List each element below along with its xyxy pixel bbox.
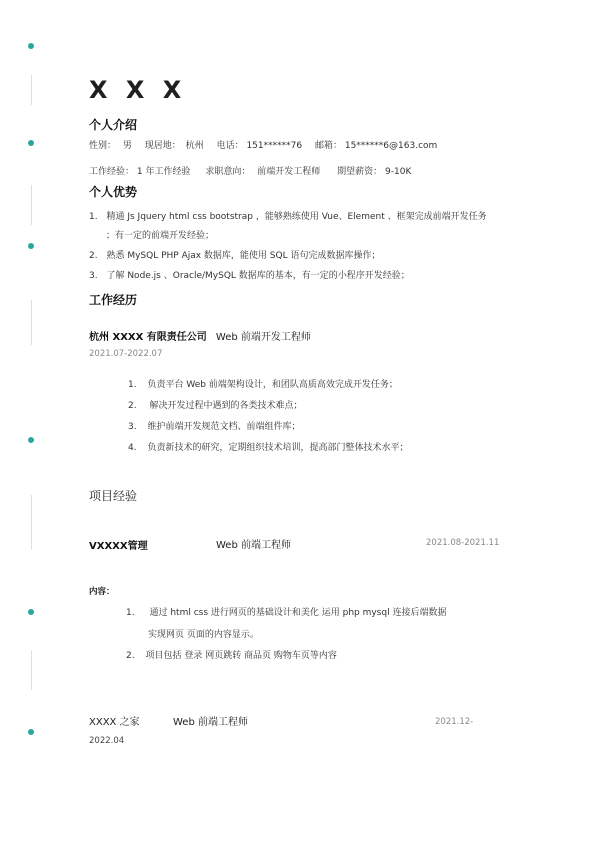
project-1-item-1-cont: 实现网页 页面的内容显示。 xyxy=(148,630,259,640)
email-value: 15******6@163.com xyxy=(344,141,438,151)
work-item-2 xyxy=(128,398,302,411)
email-label: 邮箱： xyxy=(314,141,342,151)
work-item-3 xyxy=(128,419,300,432)
intent-value: 前端开发工程师 xyxy=(257,167,321,177)
phone-value: 151******76 xyxy=(246,141,303,151)
section-heading-work: 工作经历 xyxy=(89,293,138,307)
project-1-role: Web 前端工程师 xyxy=(216,540,291,551)
project-item-text: 通过 html css 进行网页的基础设计和美化 运用 php mysql 连接后端数据 xyxy=(149,608,447,618)
gender-label: 性别： xyxy=(89,141,117,151)
timeline-dot xyxy=(28,140,34,146)
strength-num: 2. xyxy=(89,251,98,261)
experience-value: 1 年工作经验 xyxy=(136,167,191,177)
project-1-name: VXXXX管理 xyxy=(89,541,148,552)
work-item-num: 2. xyxy=(128,401,137,411)
work-item-num: 3. xyxy=(128,422,137,432)
work-item-text: 负责平台 Web 前端架构设计，和团队高质高效完成开发任务； xyxy=(147,380,398,390)
intro-row-1 xyxy=(89,138,437,151)
project-2-role: Web 前端工程师 xyxy=(173,717,248,728)
work-entry-header xyxy=(89,325,311,344)
project-2-period-start: 2021.12- xyxy=(435,717,474,727)
strength-num: 1. xyxy=(89,212,98,222)
strength-item-1 xyxy=(89,209,487,222)
company-name: 杭州 XXXX 有限责任公司 xyxy=(89,332,207,343)
work-item-4 xyxy=(128,440,408,453)
project-1-period: 2021.08-2021.11 xyxy=(426,538,500,548)
timeline-line xyxy=(31,185,32,225)
salary-label: 期望薪资： xyxy=(337,167,383,177)
section-heading-intro: 个人介绍 xyxy=(89,118,138,132)
location-label: 现居地： xyxy=(144,141,181,151)
intent-label: 求职意向： xyxy=(205,167,251,177)
project-2-name: XXXX 之家 xyxy=(89,717,140,728)
strength-num: 3. xyxy=(89,271,98,281)
timeline-line xyxy=(31,495,32,550)
work-role: Web 前端开发工程师 xyxy=(215,332,311,343)
section-heading-strengths: 个人优势 xyxy=(89,185,138,199)
section-heading-projects: 项目经验 xyxy=(89,489,138,503)
strength-item-3 xyxy=(89,268,410,281)
timeline-dot xyxy=(28,729,34,735)
work-period: 2021.07-2022.07 xyxy=(89,349,163,359)
strength-text: 精通 Js Jquery html css bootstrap ，能够熟练使用 Vue、Element 、框架完成前端开发任务 xyxy=(106,212,487,222)
timeline-line xyxy=(31,650,32,690)
project-1-item-1 xyxy=(126,605,446,618)
candidate-name: X X X xyxy=(89,76,187,104)
timeline-line xyxy=(31,75,32,105)
timeline-dot xyxy=(28,437,34,443)
work-item-num: 4. xyxy=(128,443,137,453)
phone-label: 电话： xyxy=(216,141,244,151)
timeline-line xyxy=(31,300,32,345)
timeline-dot xyxy=(28,609,34,615)
work-item-num: 1. xyxy=(128,380,137,390)
intro-row-2 xyxy=(89,164,411,177)
project-item-num: 1. xyxy=(126,608,135,618)
experience-label: 工作经验： xyxy=(89,167,135,177)
salary-value: 9-10K xyxy=(385,167,412,177)
work-item-1 xyxy=(128,377,398,390)
project-item-num: 2. xyxy=(126,651,135,661)
work-item-text: 负责新技术的研究，定期组织技术培训，提高部门整体技术水平； xyxy=(147,443,409,453)
work-item-text: 维护前端开发规范文档、前端组件库； xyxy=(147,422,301,432)
strength-item-2 xyxy=(89,248,380,261)
work-item-text: 解决开发过程中遇到的各类技术难点； xyxy=(149,401,303,411)
gender-value: 男 xyxy=(122,141,132,151)
project-2-period-end: 2022.04 xyxy=(89,736,125,746)
timeline-dot xyxy=(28,243,34,249)
project-item-text: 项目包括 登录 网页跳转 商品页 购物车页等内容 xyxy=(145,651,337,661)
project-1-content-label: 内容： xyxy=(89,587,115,597)
timeline-dot xyxy=(28,43,34,49)
project-1-item-2 xyxy=(126,648,337,661)
location-value: 杭州 xyxy=(185,141,204,151)
strength-text: 熟悉 MySQL PHP Ajax 数据库，能使用 SQL 语句完成数据库操作； xyxy=(106,251,381,261)
strength-text: 了解 Node.js 、Oracle/MySQL 数据库的基本，有一定的小程序开发经验； xyxy=(106,271,410,281)
strength-item-1-cont: ；有一定的前端开发经验； xyxy=(106,231,215,241)
